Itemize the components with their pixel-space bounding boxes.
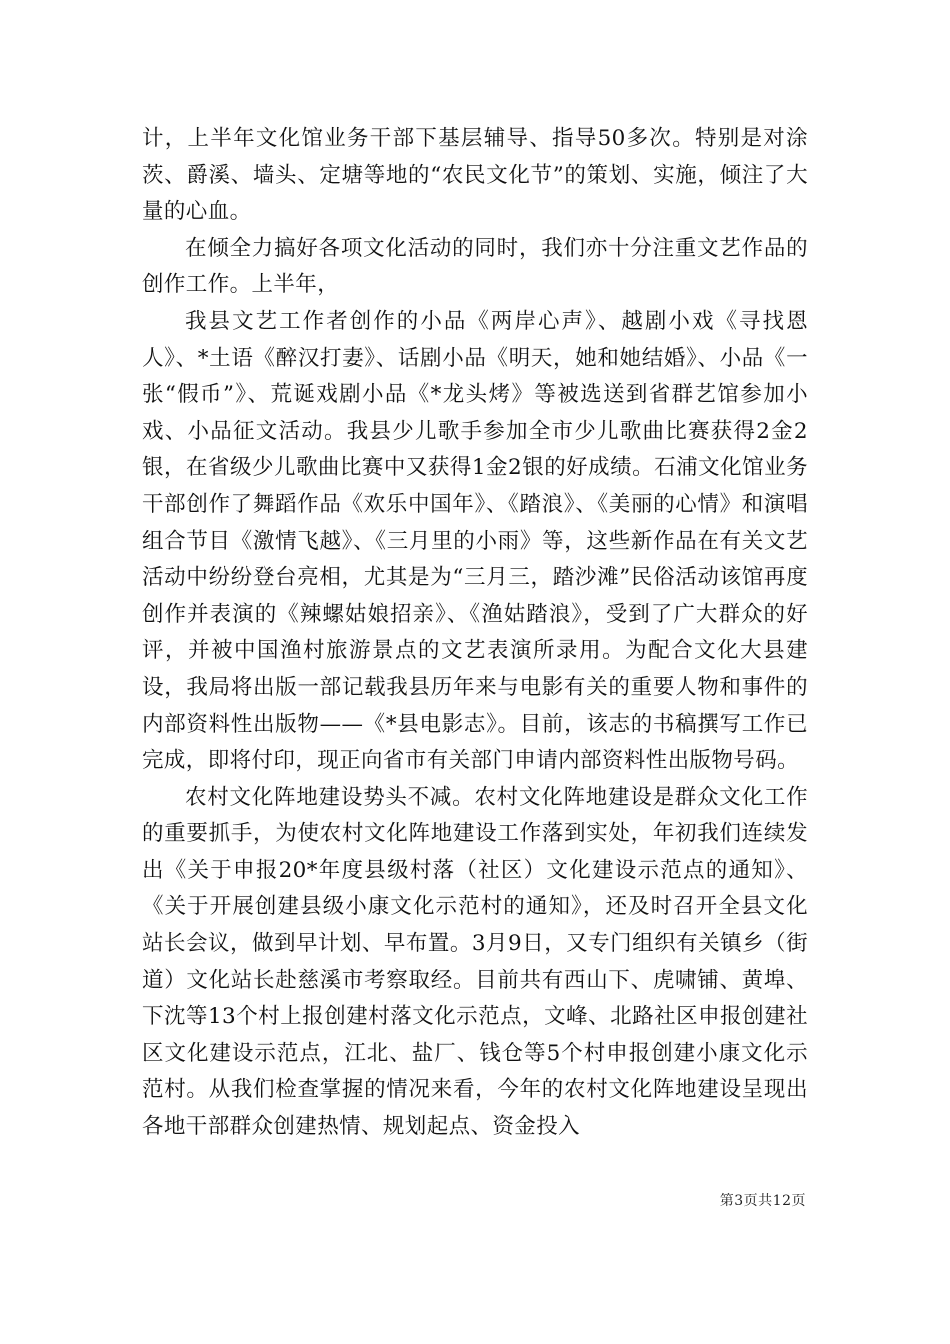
document-body xyxy=(142,121,808,1146)
paragraph-4: 农村文化阵地建设势头不减。农村文化阵地建设是群众文化工作的重要抓手，为使农村文化阵地建设工作落到实处，年初我们连续发出《关于申报20*年度县级村落（社区）文化建设示范点的通知》、《关于开展创建县级小康文化示范村的通知》，还及时召开全县文化站长会议，做到早计划、早布置。3月9日，又专门组织有关镇乡（街道）文化站长赴慈溪市考察取经。目前共有西山下、虎啸铺、黄埠、下沈等13个村上报创建村落文化示范点，文峰、北路社区申报创建社区文化建设示范点，江北、盐厂、钱仓等5个村申报创建小康文化示范村。从我们检查掌握的情况来看，今年的农村文化阵地建设呈现出各地干部群众创建热情、规划起点、资金投入 xyxy=(142,784,808,1140)
paragraph-3: 我县文艺工作者创作的小品《两岸心声》、越剧小戏《寻找恩人》、*土语《醉汉打妻》、话剧小品《明天，她和她结婚》、小品《一张“假币”》、荒诞戏剧小品《*龙头烤》等被选送到省群艺馆参加小戏、小品征文活动。我县少儿歌手参加全市少儿歌曲比赛获得2金2银，在省级少儿歌曲比赛中又获得1金2银的好成绩。石浦文化馆业务干部创作了舞蹈作品《欢乐中国年》、《踏浪》、《美丽的心情》和演唱组合节目《激情飞越》、《三月里的小雨》等，这些新作品在有关文艺活动中纷纷登台亮相，尤其是为“三月三，踏沙滩”民俗活动该馆再度创作并表演的《辣螺姑娘招亲》、《渔姑踏浪》，受到了广大群众的好评，并被中国渔村旅游景点的文艺表演所录用。为配合文化大县建设，我局将出版一部记载我县历年来与电影有关的重要人物和事件的内部资料性出版物——《*县电影志》。目前，该志的书稿撰写工作已完成，即将付印，现正向省市有关部门申请内部资料性出版物号码。 xyxy=(142,308,808,774)
paragraph-2: 在倾全力搞好各项文化活动的同时，我们亦十分注重文艺作品的创作工作。上半年， xyxy=(142,235,808,298)
page-number-footer: 第3页共12页 xyxy=(719,1193,806,1209)
paragraph-1: 计，上半年文化馆业务干部下基层辅导、指导50多次。特别是对涂茨、爵溪、墙头、定塘等地的“农民文化节”的策划、实施，倾注了大量的心血。 xyxy=(142,126,808,225)
